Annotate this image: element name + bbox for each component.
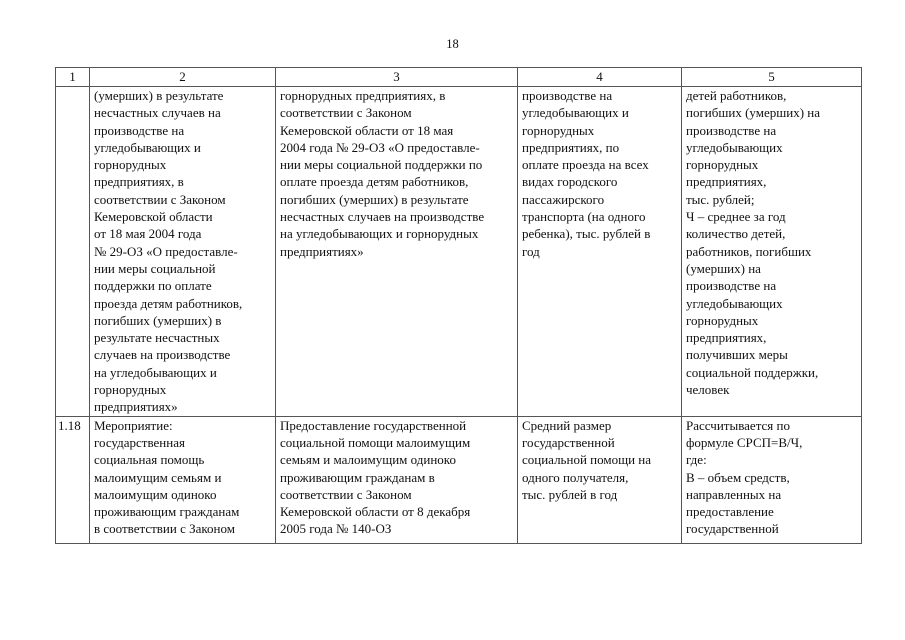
cell-text-line: Кемеровской области от 18 мая bbox=[280, 122, 454, 138]
table-row bbox=[56, 87, 862, 417]
cell-text-line: год bbox=[522, 243, 540, 259]
cell-text-line: на угледобывающих и bbox=[94, 364, 217, 380]
cell-text-line: производстве на bbox=[686, 122, 777, 138]
column-header: 3 bbox=[276, 68, 518, 87]
cell-text-line: проживающим гражданам в bbox=[280, 469, 435, 485]
cell-text-line: Кемеровской области от 8 декабря bbox=[280, 504, 471, 520]
cell-text-line: видах городского bbox=[522, 174, 618, 190]
cell-text-line: горнорудных bbox=[686, 157, 759, 173]
cell-text-line: получивших меры bbox=[686, 347, 788, 363]
cell-text-line: количество детей, bbox=[686, 226, 786, 242]
cell-text-line: социальная помощь bbox=[94, 452, 205, 468]
cell-text-line: производстве на bbox=[94, 122, 185, 138]
cell-text-line: предприятиях, в bbox=[94, 174, 184, 190]
cell-text-line: погибших (умерших) в bbox=[94, 312, 222, 328]
description-cell bbox=[90, 416, 276, 543]
cell-text-line: В – объем средств, bbox=[686, 469, 790, 485]
cell-text-line: предприятиях» bbox=[94, 399, 178, 415]
cell-text-line: (умерших) в результате bbox=[94, 88, 224, 103]
table-header-row bbox=[56, 68, 862, 87]
cell-text-line: ребенка), тыс. рублей в bbox=[522, 226, 651, 242]
cell-text-line: социальной помощи на bbox=[522, 452, 652, 468]
cell-text-line: Ч – среднее за год bbox=[686, 209, 786, 225]
cell-text-line: Средний размер bbox=[522, 417, 612, 433]
cell-text-line: социальной помощи малоимущим bbox=[280, 434, 471, 450]
cell-text-line: горнорудных предприятиях, в bbox=[280, 88, 446, 103]
formula-cell bbox=[682, 87, 862, 417]
cell-text-line: соответствии с Законом bbox=[280, 105, 412, 121]
cell-text-line: Мероприятие: bbox=[94, 417, 173, 433]
cell-text-line: предприятиях, по bbox=[522, 139, 620, 155]
column-header: 1 bbox=[56, 68, 90, 87]
cell-text-line: предоставление bbox=[686, 504, 774, 520]
cell-text-line: семьям и малоимущим одиноко bbox=[280, 452, 456, 468]
cell-text-line: государственная bbox=[94, 434, 185, 450]
cell-text-line: соответствии с Законом bbox=[94, 191, 226, 207]
indicator-cell bbox=[518, 87, 682, 417]
cell-text-line: малоимущим семьям и bbox=[94, 469, 222, 485]
cell-text-line: погибших (умерших) на bbox=[686, 105, 821, 121]
cell-text-line: пассажирского bbox=[522, 191, 605, 207]
cell-text-line: социальной поддержки, bbox=[686, 364, 819, 380]
cell-text-line: государственной bbox=[522, 434, 615, 450]
cell-text-line: несчастных случаев на производстве bbox=[280, 209, 485, 225]
cell-text-line: предприятиях, bbox=[686, 174, 767, 190]
cell-text-line: 2004 года № 29-ОЗ «О предоставле- bbox=[280, 139, 480, 155]
cell-text-line: предприятиях» bbox=[280, 243, 364, 259]
cell-text-line: горнорудных bbox=[686, 312, 759, 328]
indicator-cell bbox=[518, 416, 682, 543]
cell-text-line: случаев на производстве bbox=[94, 347, 231, 363]
program-table bbox=[55, 67, 862, 544]
cell-text-line: горнорудных bbox=[94, 157, 167, 173]
cell-text-line: оплате проезда детям работников, bbox=[280, 174, 469, 190]
cell-text-line: нии меры социальной поддержки по bbox=[280, 157, 483, 173]
column-header: 5 bbox=[682, 68, 862, 87]
cell-text-line: поддержки по оплате bbox=[94, 278, 212, 294]
cell-text-line: тыс. рублей; bbox=[686, 191, 755, 207]
cell-text-line: одного получателя, bbox=[522, 469, 629, 485]
row-number-cell: 1.18 bbox=[56, 416, 90, 543]
cell-text-line: транспорта (на одного bbox=[522, 209, 646, 225]
cell-text-line: работников, погибших bbox=[686, 243, 812, 259]
cell-text-line: соответствии с Законом bbox=[280, 486, 412, 502]
cell-text-line: от 18 мая 2004 года bbox=[94, 226, 202, 242]
cell-text-line: горнорудных bbox=[94, 382, 167, 398]
cell-text-line: в соответствии с Законом bbox=[94, 521, 235, 537]
cell-text-line: Рассчитывается по bbox=[686, 417, 790, 433]
basis-cell bbox=[276, 416, 518, 543]
cell-text-line: государственной bbox=[686, 521, 779, 537]
cell-text-line: нии меры социальной bbox=[94, 260, 216, 276]
cell-text-line: Предоставление государственной bbox=[280, 417, 467, 433]
cell-text-line: тыс. рублей в год bbox=[522, 486, 618, 502]
cell-text-line: погибших (умерших) в результате bbox=[280, 191, 469, 207]
column-header: 4 bbox=[518, 68, 682, 87]
cell-text-line: формуле СРСП=В/Ч, bbox=[686, 434, 803, 450]
cell-text-line: проживающим гражданам bbox=[94, 504, 240, 520]
column-header: 2 bbox=[90, 68, 276, 87]
cell-text-line: на угледобывающих и горнорудных bbox=[280, 226, 479, 242]
cell-text-line: предприятиях, bbox=[686, 330, 767, 346]
cell-text-line: детей работников, bbox=[686, 88, 787, 103]
cell-text-line: проезда детям работников, bbox=[94, 295, 243, 311]
cell-text-line: результате несчастных bbox=[94, 330, 220, 346]
cell-text-line: оплате проезда на всех bbox=[522, 157, 649, 173]
cell-text-line: направленных на bbox=[686, 486, 782, 502]
description-cell bbox=[90, 87, 276, 417]
cell-text-line: № 29-ОЗ «О предоставле- bbox=[94, 243, 238, 259]
basis-cell bbox=[276, 87, 518, 417]
cell-text-line: производстве на bbox=[522, 88, 613, 103]
cell-text-line: 2005 года № 140-ОЗ bbox=[280, 521, 392, 537]
cell-text-line: горнорудных bbox=[522, 122, 595, 138]
cell-text-line: малоимущим одиноко bbox=[94, 486, 217, 502]
table-row bbox=[56, 416, 862, 543]
cell-text-line: (умерших) на bbox=[686, 260, 761, 276]
cell-text-line: несчастных случаев на bbox=[94, 105, 221, 121]
cell-text-line: угледобывающих bbox=[686, 295, 783, 311]
cell-text-line: человек bbox=[686, 382, 730, 398]
formula-cell bbox=[682, 416, 862, 543]
page-number: 18 bbox=[446, 37, 459, 51]
cell-text-line: производстве на bbox=[686, 278, 777, 294]
row-number-cell bbox=[56, 87, 90, 417]
cell-text-line: Кемеровской области bbox=[94, 209, 213, 225]
cell-text-line: угледобывающих и bbox=[522, 105, 629, 121]
cell-text-line: угледобывающих bbox=[686, 139, 783, 155]
cell-text-line: угледобывающих и bbox=[94, 139, 201, 155]
cell-text-line: где: bbox=[686, 452, 707, 468]
